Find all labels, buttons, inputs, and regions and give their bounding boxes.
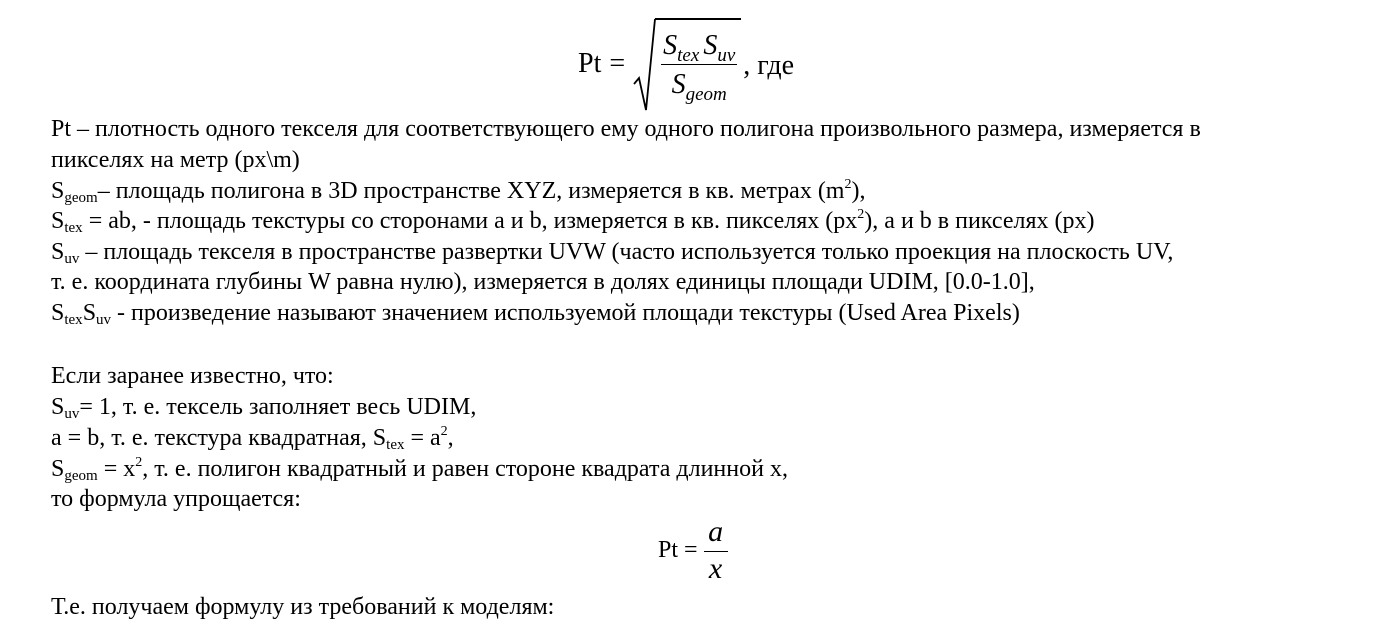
suv-definition-line-2: т. е. координата глубины W равна нулю), измеряется в долях единицы площади UDIM, [0.0-1.0], (51, 269, 1035, 295)
sgeom-definition: Sgeom– площадь полигона в 3D пространстве XYZ, измеряется в кв. метрах $(m^2)$, (51, 177, 866, 206)
formula-simplifies-text: то формула упрощается: (51, 486, 301, 512)
conditions-intro: Если заранее известно, что: (51, 363, 334, 389)
formula-lhs: Pt (578, 48, 602, 79)
conclusion-text: Т.е. получаем формулу из требований к моделям: (51, 594, 555, 620)
formula2-equals: = (684, 536, 698, 563)
fraction-numerator: $S_{tex}$ $S_{uv}$ (663, 30, 736, 66)
used-area-pixels-definition: StexSuv - произведение называют значением используемой площади текстуры (Used Area Pixels) (51, 300, 1020, 328)
formula-equals: = (609, 48, 626, 79)
square-root (633, 14, 741, 114)
stex-definition: Stex = ab, - площадь текстуры со сторонами a и b, измеряется в кв. пикселях $(px^2)$, a и b в пикселях (px) (51, 207, 1095, 236)
fraction-denominator: $S_{geom}$ (671, 69, 727, 105)
pt-definition-line-1: Pt – плотность одного текселя для соответствующего ему одного полигона произвольного размера, измеряется в (51, 116, 1201, 142)
condition-suv: Suv= 1, т. е. тексель заполняет весь UDIM, (51, 394, 477, 422)
condition-square-polygon: Sgeom = $x^2$, т. е. полигон квадратный и равен стороне квадрата длинной x, (51, 455, 788, 484)
formula2-lhs: Pt (658, 536, 679, 563)
formula-where: , где (743, 50, 795, 81)
formula2-numerator: a (708, 514, 724, 548)
formula2-fraction (704, 514, 728, 585)
simplified-formula (658, 514, 728, 586)
texel-density-formula (578, 14, 794, 114)
formula2-denominator: x (708, 551, 723, 585)
pt-definition-line-2: пикселях на метр (px\m) (51, 147, 300, 173)
condition-square-texture: a = b, т. е. текстура квадратная, Stex = $a^2$, (51, 424, 454, 453)
suv-definition-line-1: Suv – площадь текселя в пространстве развертки UVW (часто используется только проекция на плоскость UV, (51, 239, 1174, 267)
radicand (655, 18, 741, 110)
radical-sign-icon (633, 14, 657, 114)
